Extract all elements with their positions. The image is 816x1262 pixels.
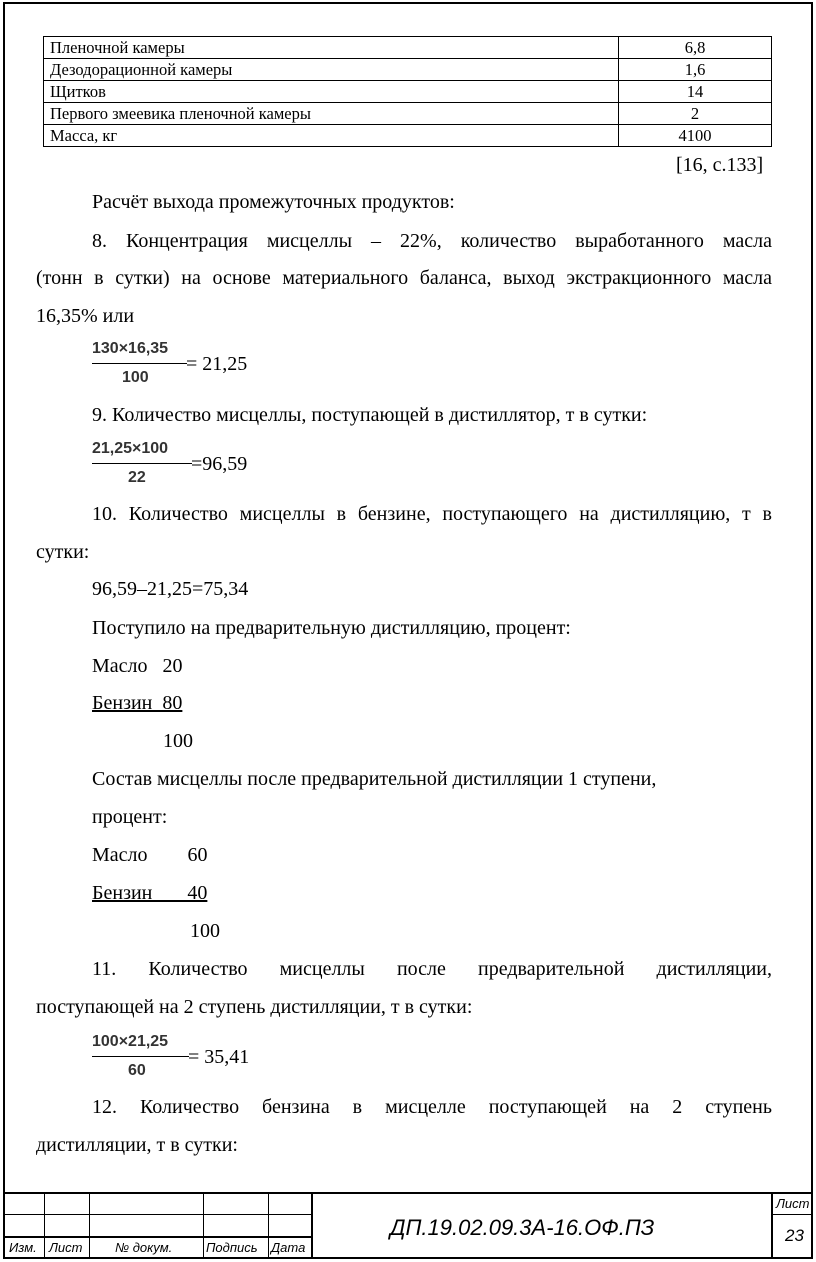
table-cell-name: Пленочной камеры xyxy=(44,37,619,59)
stamp-list-label: Лист xyxy=(49,1240,83,1255)
para-heading: Расчёт выхода промежуточных продуктов: xyxy=(92,191,455,213)
formula-3-bar xyxy=(92,1056,189,1057)
table-cell-value: 1,6 xyxy=(619,59,772,81)
stamp-col-4 xyxy=(268,1192,269,1259)
para-10-line2: сутки: xyxy=(36,541,90,563)
stamp-row-line-2 xyxy=(3,1236,311,1238)
para-composition-line2: процент: xyxy=(92,806,168,828)
stamp-col-2 xyxy=(89,1192,90,1259)
table-cell-name: Дезодорационной камеры xyxy=(44,59,619,81)
formula-3-numerator: 100×21,25 xyxy=(92,1033,169,1050)
table-source: [16, с.133] xyxy=(676,154,764,176)
mix1-gasoline: Бензин 80 xyxy=(92,692,183,714)
formula-2-numerator: 21,25×100 xyxy=(92,440,169,457)
mix1-oil: Масло 20 xyxy=(92,655,183,677)
formula-2-denominator: 22 xyxy=(128,469,146,486)
table-row xyxy=(44,37,772,59)
table-cell-name: Масса, кг xyxy=(44,125,619,147)
stamp-col-1 xyxy=(44,1192,45,1259)
document-code: ДП.19.02.09.3А-16.ОФ.ПЗ xyxy=(390,1215,655,1240)
stamp-sign-label: Подпись xyxy=(206,1240,258,1255)
stamp-top-border xyxy=(3,1192,811,1194)
stamp-doc-label: № докум. xyxy=(115,1240,173,1255)
formula-3-denominator: 60 xyxy=(128,1062,146,1079)
table-cell-name: Щитков xyxy=(44,81,619,103)
table-cell-value: 2 xyxy=(619,103,772,125)
formula-1-denominator: 100 xyxy=(122,369,149,386)
table-row xyxy=(44,59,772,81)
table-row xyxy=(44,125,772,147)
formula-1-bar xyxy=(92,363,187,364)
para-composition-line1: Состав мисцеллы после предварительной дистилляции 1 ступени, xyxy=(92,768,657,790)
calc-line: 96,59–21,25=75,34 xyxy=(92,578,249,600)
formula-1-result: = 21,25 xyxy=(186,353,248,375)
para-8-line3: 16,35% или xyxy=(36,305,135,327)
para-8-line1: 8. Концентрация мисцеллы – 22%, количество выработанного масла xyxy=(92,230,772,252)
para-11-line1: 11. Количество мисцеллы после предварительной дистилляции, xyxy=(92,958,772,980)
mix2-gasoline: Бензин 40 xyxy=(92,882,208,904)
stamp-col-3 xyxy=(203,1192,204,1259)
stamp-col-5 xyxy=(311,1192,313,1259)
stamp-sheet-label: Лист xyxy=(776,1196,810,1211)
formula-1-numerator: 130×16,35 xyxy=(92,340,169,357)
para-8-line2: (тонн в сутки) на основе материального баланса, выход экстракционного масла xyxy=(36,267,772,289)
table-cell-value: 14 xyxy=(619,81,772,103)
table-cell-name: Первого змеевика пленочной камеры xyxy=(44,103,619,125)
mix2-total: 100 xyxy=(190,920,220,942)
stamp-sheet-line xyxy=(771,1214,811,1215)
table-cell-value: 4100 xyxy=(619,125,772,147)
formula-2-bar xyxy=(92,463,192,464)
para-10-line1: 10. Количество мисцеллы в бензине, поступающего на дистилляцию, т в xyxy=(92,503,772,525)
para-12-line2: дистилляции, т в сутки: xyxy=(36,1134,238,1156)
stamp-izm-label: Изм. xyxy=(9,1240,37,1255)
para-12-line1: 12. Количество бензина в мисцелле поступающей на 2 ступень xyxy=(92,1096,772,1118)
formula-3-result: = 35,41 xyxy=(188,1046,250,1068)
para-11-line2: поступающей на 2 ступень дистилляции, т в сутки: xyxy=(36,996,473,1018)
table-row xyxy=(44,81,772,103)
stamp-col-6 xyxy=(771,1192,773,1259)
mix2-oil: Масло 60 xyxy=(92,844,208,866)
para-9: 9. Количество мисцеллы, поступающей в дистиллятор, т в сутки: xyxy=(92,404,648,426)
spec-table xyxy=(43,36,772,147)
stamp-sheet-number: 23 xyxy=(785,1226,804,1245)
stamp-row-line-1 xyxy=(3,1214,311,1215)
table-row xyxy=(44,103,772,125)
formula-2-result: =96,59 xyxy=(191,453,248,475)
stamp-date-label: Дата xyxy=(271,1240,306,1255)
mix1-total: 100 xyxy=(163,730,193,752)
table-cell-value: 6,8 xyxy=(619,37,772,59)
para-input: Поступило на предварительную дистилляцию, процент: xyxy=(92,617,571,639)
